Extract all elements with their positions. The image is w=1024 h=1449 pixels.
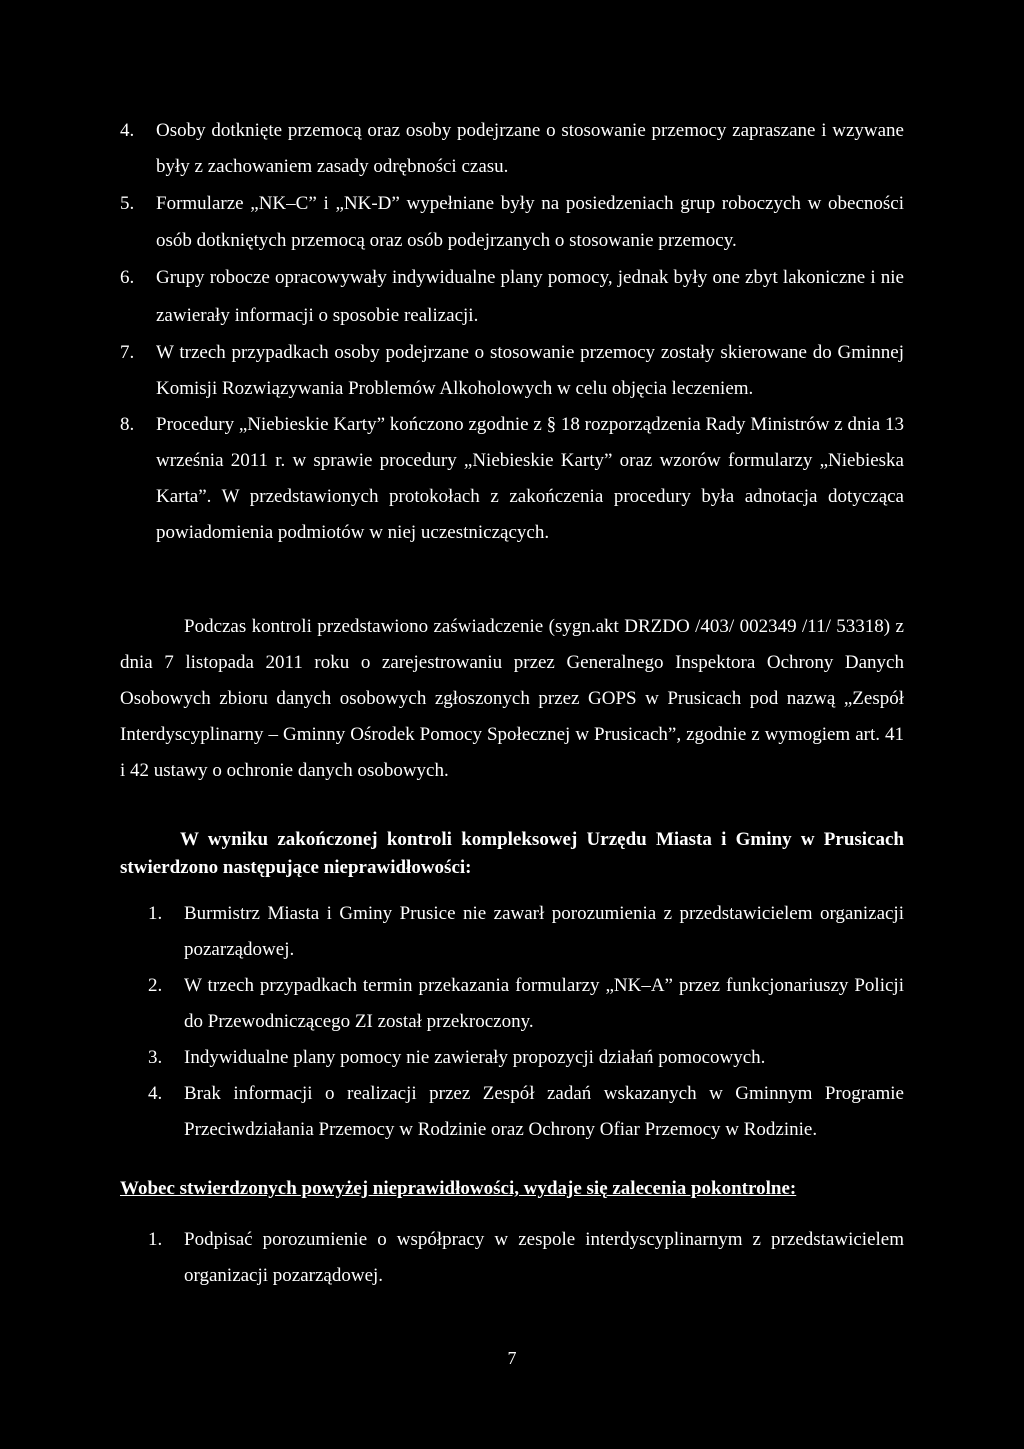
page-number: 7 — [507, 1348, 517, 1368]
list-item — [148, 968, 904, 1040]
list-item — [120, 185, 904, 259]
list-text: W trzech przypadkach termin przekazania formularzy „NK–A” przez funkcjonariuszy Policji do Przewodniczącego ZI został przekroczony. — [184, 975, 904, 1032]
list-text: Burmistrz Miasta i Gminy Prusice nie zawarł porozumienia z przedstawicielem organizacji pozarządowej. — [184, 903, 904, 960]
list-item — [148, 1076, 904, 1148]
list-number: 8. — [120, 414, 135, 435]
list-number: 6. — [120, 267, 135, 288]
list-text: Podpisać porozumienie o współpracy w zespole interdyscyplinarnym z przedstawicielem organizacji pozarządowej. — [184, 1229, 904, 1286]
list-item — [148, 1222, 904, 1294]
registration-paragraph: Podczas kontroli przedstawiono zaświadczenie (sygn.akt DRZDO /403/ 002349 /11/ 53318) z dnia 7 listopada 2011 roku o zarejestrowaniu przez Generalnego Inspektora Ochrony Danych Osobowych zbioru danych osobowych zgłoszonych przez GOPS w Prusicach pod nazwą „Zespół Interdyscyplinarny – Gminny Ośrodek Pomocy Społecznej w Prusicach”, zgodnie z wymogiem art. 41 i 42 ustawy o ochronie danych osobowych. — [120, 616, 904, 781]
findings-list — [148, 896, 904, 1148]
list-number: 3. — [148, 1047, 163, 1068]
recommendations-list — [148, 1222, 904, 1294]
list-text: Formularze „NK–C” i „NK-D” wypełniane były na posiedzeniach grup roboczych w obecności osób dotkniętych przemocą oraz osób podejrzanych o stosowanie przemocy. — [156, 193, 904, 251]
list-item — [120, 259, 904, 335]
list-number: 4. — [148, 1083, 163, 1104]
recommendations-heading: Wobec stwierdzonych powyżej nieprawidłowości, wydaje się zalecenia pokontrolne: — [120, 1178, 797, 1199]
list-number: 1. — [148, 903, 163, 924]
list-text: Indywidualne plany pomocy nie zawierały propozycji działań pomocowych. — [184, 1047, 766, 1068]
list-text: Osoby dotknięte przemocą oraz osoby podejrzane o stosowanie przemocy zapraszane i wzywane były z zachowaniem zasady odrębności czasu. — [156, 120, 904, 177]
findings-heading: W wyniku zakończonej kontroli kompleksowej Urzędu Miasta i Gminy w Prusicach stwierdzono następujące nieprawidłowości: — [120, 829, 904, 878]
list-number: 5. — [120, 193, 135, 214]
list-number: 7. — [120, 342, 135, 363]
list-item — [120, 335, 904, 407]
list-item — [120, 113, 904, 185]
list-text: Procedury „Niebieskie Karty” kończono zgodnie z § 18 rozporządzenia Rady Ministrów z dnia 13 września 2011 r. w sprawie procedury „Niebieskie Karty” oraz wzorów formularzy „Niebieska Karta”. W przedstawionych protokołach z zakończenia procedury była adnotacja dotycząca powiadomienia podmiotów w niej uczestniczących. — [156, 414, 904, 543]
list-text: W trzech przypadkach osoby podejrzane o stosowanie przemocy zostały skierowane do Gminnej Komisji Rozwiązywania Problemów Alkoholowych w celu objęcia leczeniem. — [156, 342, 904, 399]
list-item — [120, 407, 904, 551]
list-item — [148, 896, 904, 968]
list-number: 4. — [120, 120, 135, 141]
list-item — [148, 1040, 904, 1076]
top-numbered-list — [120, 113, 904, 551]
list-text: Brak informacji o realizacji przez Zespół zadań wskazanych w Gminnym Programie Przeciwdziałania Przemocy w Rodzinie oraz Ochrony Ofiar Przemocy w Rodzinie. — [184, 1083, 904, 1140]
list-text: Grupy robocze opracowywały indywidualne plany pomocy, jednak były one zbyt lakoniczne i nie zawierały informacji o sposobie realizacji. — [156, 267, 904, 326]
list-number: 1. — [148, 1229, 163, 1250]
list-number: 2. — [148, 975, 163, 996]
